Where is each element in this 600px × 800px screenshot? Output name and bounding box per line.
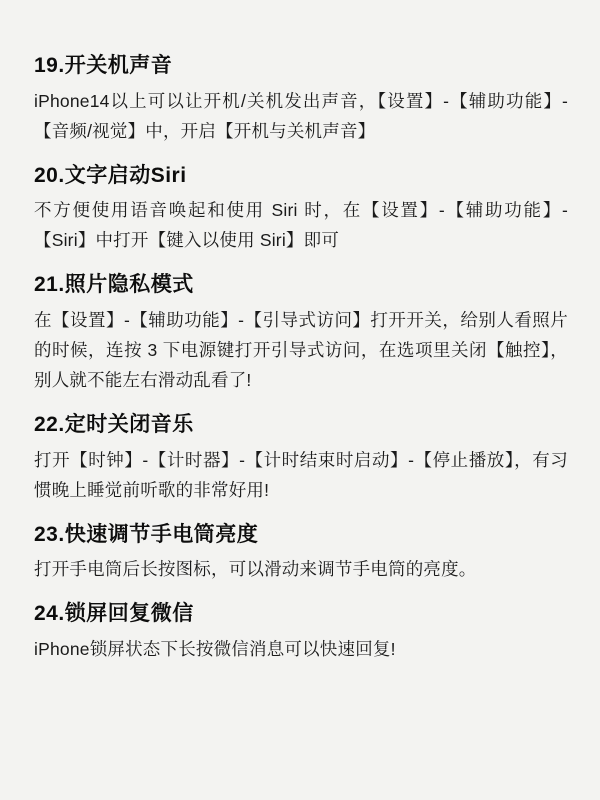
tip-body: 打开手电筒后长按图标，可以滑动来调节手电筒的亮度。 xyxy=(34,559,477,580)
tip-title: 22.定时关闭音乐 xyxy=(34,413,194,437)
tip-title: 21.照片隐私模式 xyxy=(34,273,194,297)
tip-body: iPhone锁屏状态下长按微信消息可以快速回复! xyxy=(34,638,396,659)
tip-item xyxy=(32,519,568,585)
tip-title: 20.文字启动Siri xyxy=(34,163,187,187)
tip-body: 不方便使用语音唤起和使用 Siri 时，在【设置】-【辅助功能】-【Siri】中打开【键入以使用 Siri】即可 xyxy=(34,200,568,251)
tip-item xyxy=(32,409,568,505)
tip-body: iPhone14以上可以让开机/关机发出声音，【设置】-【辅助功能】-【音频/视觉】中，开启【开机与关机声音】 xyxy=(34,90,568,141)
tip-body: 打开【时钟】-【计时器】-【计时结束时启动】-【停止播放】，有习惯晚上睡觉前听歌的非常好用! xyxy=(34,449,568,500)
tip-item xyxy=(32,50,568,146)
tip-title: 23.快速调节手电筒亮度 xyxy=(34,522,259,546)
tip-item xyxy=(32,160,568,256)
tip-title: 19.开关机声音 xyxy=(34,54,173,77)
tip-item xyxy=(32,598,568,664)
tip-title: 24.锁屏回复微信 xyxy=(34,602,194,626)
tip-body: 在【设置】-【辅助功能】-【引导式访问】打开开关，给别人看照片的时候，连按 3 下电源键打开引导式访问，在选项里关闭【触控】，别人就不能左右滑动乱看了! xyxy=(34,309,568,391)
tip-item xyxy=(32,269,568,395)
